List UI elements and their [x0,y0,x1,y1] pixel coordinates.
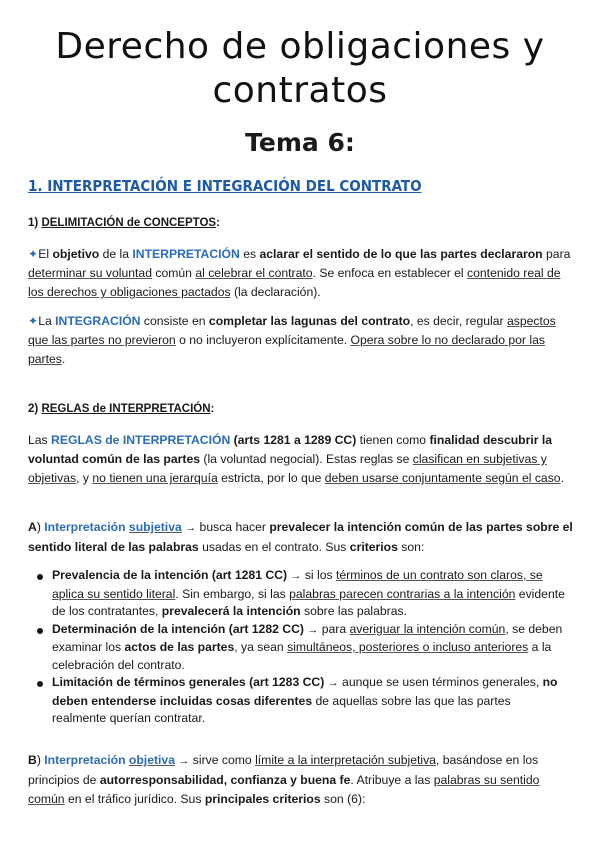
tema-heading: Tema 6: [245,128,355,157]
doc-title-line1: Derecho de obligaciones y [55,26,545,67]
list-item: Determinación de la intención (art 1282 CC) → para averiguar la intención común, se deben examinar los actos de las partes, ya sean simultáneos, posteriores o incluso anteriores a la celebración del contrato. [28,621,568,675]
paragraph-integracion: ✦La INTEGRACIÓN consiste en completar las lagunas del contrato, es decir, regular aspectos que las partes no previeron o no incluyeron explícitamente. Opera sobre lo no declarado por las partes. [28,314,556,366]
star-bullet-icon: ✦ [28,247,39,261]
arrow-icon: → [307,623,319,636]
section-heading-1: 1. INTERPRETACIÓN E INTEGRACIÓN DEL CONTRATO [28,177,422,195]
paragraph-subjetiva: A) Interpretación subjetiva → busca hacer prevalecer la intención común de las partes sobre el sentido literal de las palabras usadas en el contrato. Sus criterios son: [28,520,573,554]
subheading-delimitacion: 1) DELIMITACIÓN de CONCEPTOS: [28,217,220,229]
paragraph-objetiva: B) Interpretación objetiva → sirve como límite a la interpretación subjetiva, basándose en los principios de autorresponsabilidad, confianza y buena fe. Atribuye a las palabras su sentido común en el tráfico jurídico. Sus principales criterios son (6): [28,753,540,806]
arrow-icon: → [327,677,339,689]
arrow-icon: → [290,570,302,582]
paragraph-interpretacion: ✦El objetivo de la INTERPRETACIÓN es aclarar el sentido de lo que las partes declararon para determinar su voluntad común al celebrar el contrato. Se enfoca en establecer el contenido real de los derechos y obligaciones pactados (la declaración). [28,247,571,299]
arrow-icon: → [178,755,190,767]
arrow-icon: → [185,522,197,534]
list-item: Prevalencia de la intención (art 1281 CC) → si los términos de un contrato son claros, se aplica su sentido literal. Sin embargo, si las palabras parecen contrarias a la intención evidente de los contratantes, prevalecerá la intención sobre las palabras. [28,567,568,621]
doc-title-line2: contratos [212,70,388,111]
paragraph-reglas: Las REGLAS de INTERPRETACIÓN (arts 1281 a 1289 CC) tienen como finalidad descubrir la voluntad común de las partes (la voluntad negocial). Estas reglas se clasifican en subjetivas y objetivas, y no tienen una jerarquía estricta, por lo que deben usarse conjuntamente según el caso. [28,433,564,485]
subheading-reglas: 2) REGLAS de INTERPRETACIÓN: [28,403,215,415]
star-bullet-icon: ✦ [28,314,39,328]
list-item: Limitación de términos generales (art 1283 CC) → aunque se usen términos generales, no deben entenderse incluidas cosas diferentes de aquellas sobre las que las partes realmente querían contratar. [28,674,568,728]
criterios-list [28,567,568,728]
